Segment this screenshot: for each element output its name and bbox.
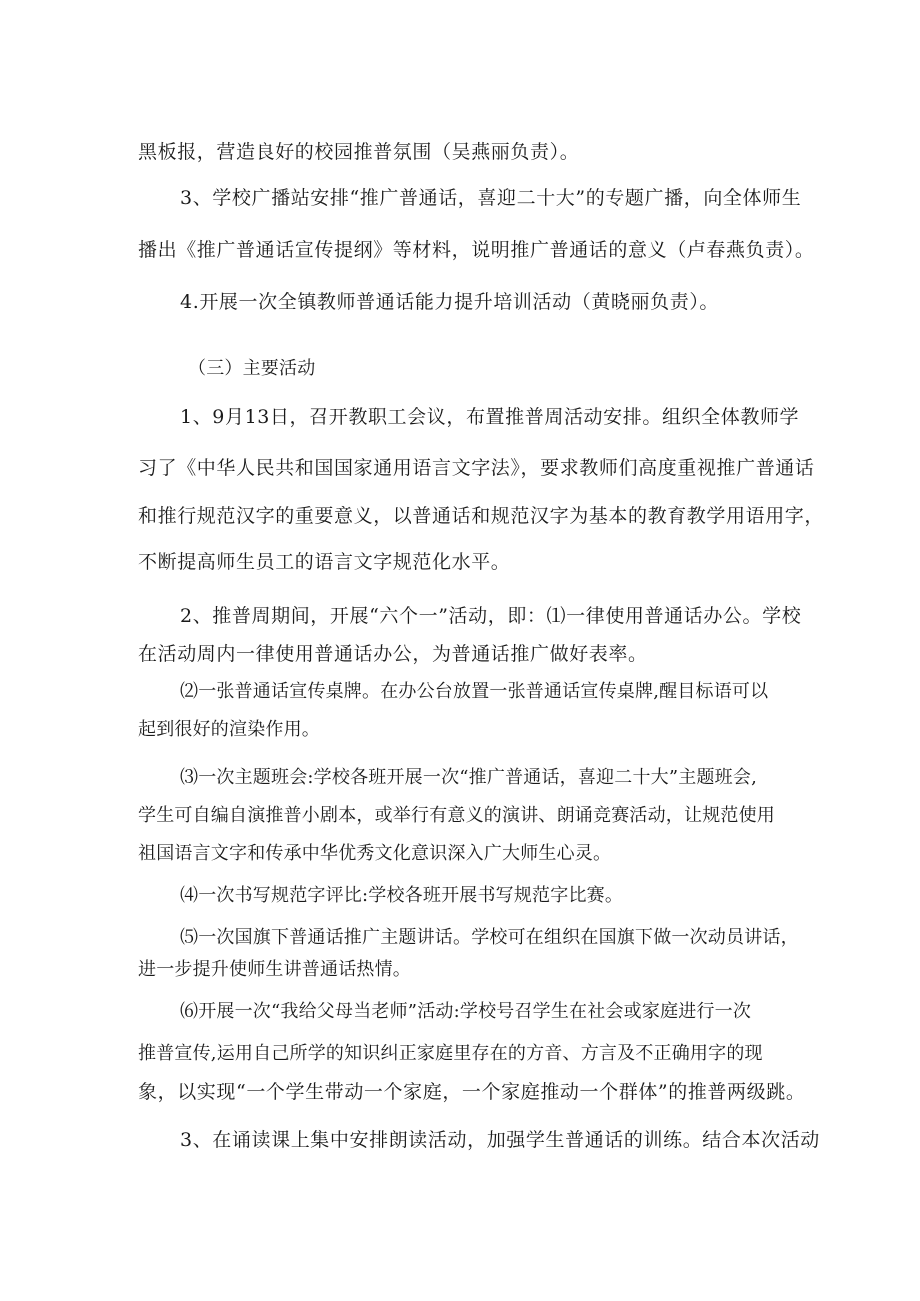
text-line: 2、推普周期间，开展“六个一”活动，即：⑴一律使用普通话办公。学校 bbox=[180, 605, 802, 627]
text-line: 学生可自编自演推普小剧本，或举行有意义的演讲、朗诵竞赛活动，让规范使用 bbox=[138, 805, 775, 826]
text-line: 1、9月13日，召开教职工会议，布置推普周活动安排。组织全体教师学 bbox=[180, 406, 800, 428]
text-line: 祖国语言文字和传承中华优秀文化意识深入广大师生心灵。 bbox=[138, 843, 612, 864]
text-line: 播出《推广普通话宣传提纲》等材料，说明推广普通话的意义（卢春燕负责）。 bbox=[138, 239, 815, 261]
text-line: 3、学校广播站安排“推广普通话，喜迎二十大”的专题广播，向全体师生 bbox=[180, 187, 802, 209]
text-line: 和推行规范汉字的重要意义，以普通话和规范汉字为基本的教育教学用语用字， bbox=[138, 505, 825, 527]
text-line: ⑸一次国旗下普通话推广主题讲话。学校可在组织在国旗下做一次动员讲话， bbox=[180, 927, 799, 948]
text-line: 推普宣传,运用自己所学的知识纠正家庭里存在的方音、方言及不正确用字的现 bbox=[138, 1043, 763, 1064]
text-line: 不断提高师生员工的语言文字规范化水平。 bbox=[138, 551, 511, 573]
text-line: 在活动周内一律使用普通话办公，为普通话推广做好表率。 bbox=[138, 643, 648, 665]
text-line: 4.开展一次全镇教师普通话能力提升培训活动（黄晓丽负责）。 bbox=[180, 291, 720, 313]
text-line: 进一步提升使师生讲普通话热情。 bbox=[138, 959, 411, 980]
text-line: 3、在诵读课上集中安排朗读活动，加强学生普通话的训练。结合本次活动 bbox=[180, 1129, 820, 1151]
text-line: ⑵一张普通话宣传桌牌。在办公台放置一张普通话宣传桌牌,醒目标语可以 bbox=[180, 681, 769, 702]
text-line: 黑板报，营造良好的校园推普氛围（吴燕丽负责）。 bbox=[138, 141, 580, 163]
text-line: 习了《中华人民共和国国家通用语言文字法》，要求教师们高度重视推广普通话 bbox=[138, 457, 815, 479]
section-heading: （三）主要活动 bbox=[188, 358, 316, 379]
text-line: 起到很好的渲染作用。 bbox=[138, 719, 320, 740]
text-line: ⑷一次书写规范字评比:学校各班开展书写规范字比赛。 bbox=[180, 885, 624, 906]
text-line: ⑶一次主题班会:学校各班开展一次“推广普通话，喜迎二十大”主题班会, bbox=[180, 767, 757, 788]
text-line: ⑹开展一次“我给父母当老师”活动:学校号召学生在社会或家庭进行一次 bbox=[180, 1001, 752, 1022]
text-line: 象，以实现“一个学生带动一个家庭，一个家庭推动一个群体”的推普两级跳。 bbox=[138, 1081, 806, 1103]
